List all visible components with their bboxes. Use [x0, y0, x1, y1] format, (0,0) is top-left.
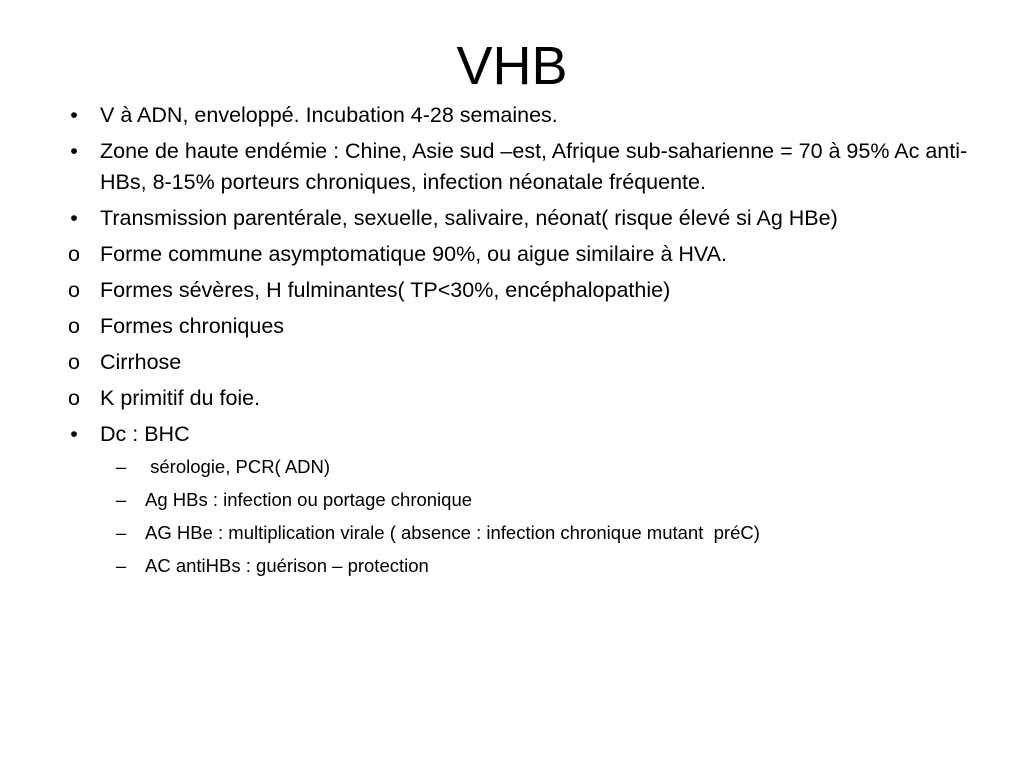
sub-list-item	[115, 455, 965, 479]
list-item-text: K primitif du foie.	[100, 386, 261, 410]
circle-marker: o	[68, 314, 80, 338]
list-item	[68, 275, 970, 306]
list-item	[70, 100, 970, 131]
dash-marker: –	[115, 522, 127, 543]
slide-title: VHB	[456, 36, 568, 96]
list-item-text: Transmission parentérale, sexuelle, salivaire, néonat( risque élevé si Ag HBe)	[100, 206, 838, 230]
list-item	[68, 239, 970, 270]
sub-list-item	[115, 488, 965, 512]
list-item-text: V à ADN, enveloppé. Incubation 4-28 semaines.	[100, 103, 558, 127]
sub-list-item-text: AG HBe : multiplication virale ( absence : infection chronique mutant préC)	[145, 522, 760, 543]
list-item-text: Forme commune asymptomatique 90%, ou aigue similaire à HVA.	[100, 242, 727, 266]
list-item	[70, 136, 970, 198]
list-item	[68, 383, 970, 414]
bullet-marker: •	[70, 103, 78, 127]
list-item	[70, 419, 970, 450]
bullet-marker: •	[70, 139, 78, 163]
sub-list-item-text: Ag HBs : infection ou portage chronique	[145, 489, 473, 510]
bullet-marker: •	[70, 422, 78, 446]
dash-marker: –	[115, 555, 127, 576]
list-item-text: Formes chroniques	[100, 314, 285, 338]
sub-list-item	[115, 521, 965, 545]
list-item-text: Formes sévères, H fulminantes( TP<30%, encéphalopathie)	[100, 278, 671, 302]
bullet-list	[0, 100, 1024, 587]
sub-list-item-text: AC antiHBs : guérison – protection	[145, 555, 429, 576]
dash-marker: –	[115, 456, 127, 477]
circle-marker: o	[68, 350, 80, 374]
list-item	[68, 311, 970, 342]
list-item-text: Dc : BHC	[100, 422, 190, 446]
sub-list-item	[115, 554, 965, 578]
list-item	[70, 203, 970, 234]
circle-marker: o	[68, 242, 80, 266]
list-item	[68, 347, 970, 378]
circle-marker: o	[68, 386, 80, 410]
dash-marker: –	[115, 489, 127, 510]
bullet-marker: •	[70, 206, 78, 230]
list-item-text: Zone de haute endémie : Chine, Asie sud –est, Afrique sub-saharienne = 70 à 95% Ac anti-HBs, 8-15% porteurs chroniques, infection néonatale fréquente.	[100, 139, 968, 194]
sub-list-item-text: sérologie, PCR( ADN)	[145, 456, 331, 477]
list-item-text: Cirrhose	[100, 350, 182, 374]
circle-marker: o	[68, 278, 80, 302]
